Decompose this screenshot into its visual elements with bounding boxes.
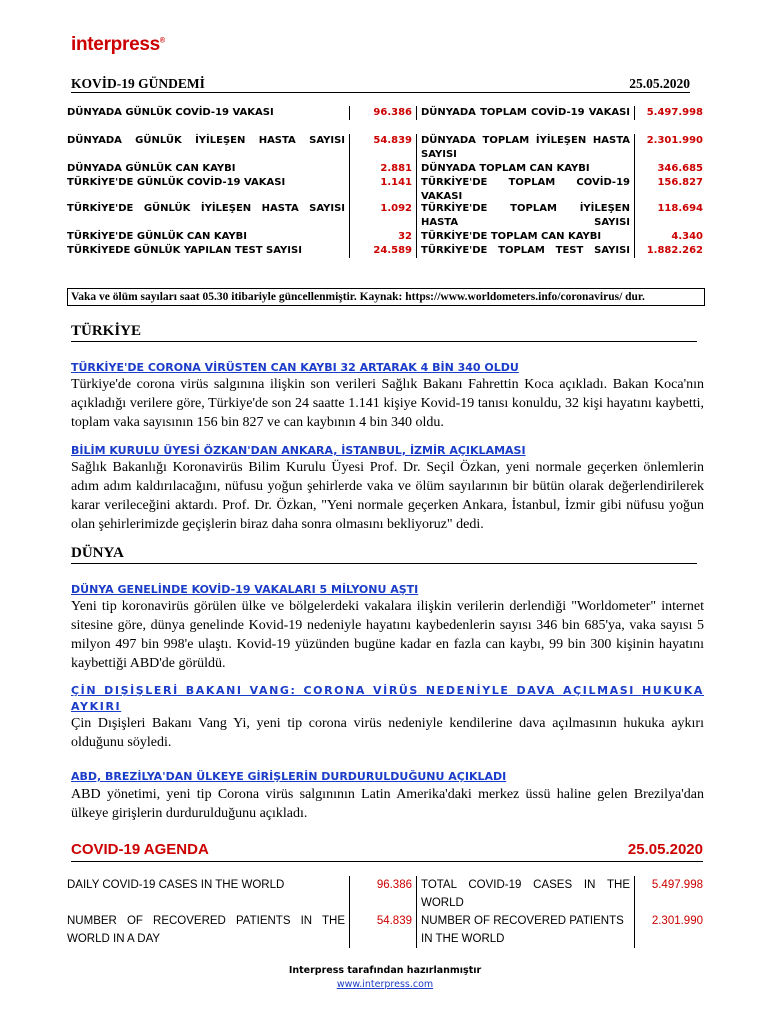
stat-value: 2.301.990 [634, 134, 707, 162]
stat-value: 118.694 [634, 202, 707, 230]
interpress-logo: interpress® [71, 34, 165, 55]
stat-label: NUMBER OF RECOVERED PATIENTS IN THE WORLD [416, 912, 634, 948]
stat-value: 54.839 [349, 134, 416, 162]
english-agenda-header [71, 841, 703, 862]
stat-value: 156.827 [634, 176, 707, 204]
english-agenda-title: COVID-19 AGENDA [71, 841, 209, 858]
stat-label: DÜNYADA GÜNLÜK İYİLEŞEN HASTA SAYISI [67, 135, 345, 146]
stat-label: DÜNYADA GÜNLÜK CAN KAYBI [67, 163, 236, 174]
stat-value: 1.141 [349, 176, 416, 204]
stats-table-en [63, 876, 707, 948]
stat-value: 1.092 [349, 202, 416, 230]
stat-value: 2.301.990 [634, 912, 707, 948]
stat-value: 5.497.998 [634, 876, 707, 912]
article-link[interactable]: ÇİN DIŞİŞLERİ BAKANI VANG: CORONA VİRÜS NEDENİYLE DAVA AÇILMASI HUKUKA AYKIRI [71, 684, 704, 713]
stat-value: 4.340 [634, 230, 707, 244]
stat-label: TÜRKİYE'DE GÜNLÜK İYİLEŞEN HASTA SAYISI [67, 203, 345, 214]
stat-label: TÜRKİYE'DE TOPLAM TEST SAYISI [416, 244, 634, 258]
page-footer [0, 965, 770, 990]
article-link[interactable]: DÜNYA GENELİNDE KOVİD-19 VAKALARI 5 MİLYONU AŞTI [71, 583, 419, 596]
article-body: Yeni tip koronavirüs görülen ülke ve bölgelerdeki vakalara ilişkin verilerin derlendiği "Worldometer" internet sitesine göre, dünya genelinde Kovid-19 nedeniyle hayatını kaybedenlerin sayısı 346 bin 685'ya, vaka sayısı 5 milyon 497 bin 998'e ulaştı. Kovid-19 yüzünden bugüne kadar en fazla can kaybı, 99 bin 300 kişinin hayatını kaybettiği ABD'de görüldü. [71, 599, 704, 671]
article-link[interactable]: ABD, BREZİLYA'DAN ÜLKEYE GİRİŞLERİN DURDURULDUĞUNU AÇIKLADI [71, 770, 507, 783]
stat-value: 24.589 [349, 244, 416, 258]
article-link[interactable]: BİLİM KURULU ÜYESİ ÖZKAN'DAN ANKARA, İSTANBUL, İZMİR AÇIKLAMASI [71, 444, 526, 457]
stat-label: DÜNYADA TOPLAM CAN KAYBI [416, 162, 634, 176]
article-link[interactable]: TÜRKİYE'DE CORONA VİRÜSTEN CAN KAYBI 32 ARTARAK 4 BİN 340 OLDU [71, 361, 519, 374]
stats-row [63, 106, 707, 120]
article-body: Sağlık Bakanlığı Koronavirüs Bilim Kurulu Üyesi Prof. Dr. Seçil Özkan, yeni normale geçerken önlemlerin adım adım kaldırılacağını, nüfusu yoğun şehirlerde vaka ve ölüm sayılarının bir bütün olarak değerlendirilerek karar verileceğini aktardı. Prof. Dr. Özkan, "Yeni normale geçerken Ankara, İstanbul, İzmir gibi nüfusu yoğun olan şehirlerimizde geçişlerin biraz daha sonra olmasını bekliyoruz" dedi. [71, 460, 704, 532]
stat-label: DÜNYADA GÜNLÜK COVİD-19 VAKASI [67, 107, 274, 118]
stat-label: TÜRKİYEDE GÜNLÜK YAPILAN TEST SAYISI [67, 245, 302, 256]
stat-label: DÜNYADA TOPLAM İYİLEŞEN HASTA SAYISI [416, 134, 634, 162]
stat-value: 96.386 [349, 106, 416, 120]
stat-label: NUMBER OF RECOVERED PATIENTS IN THE WORLD IN A DAY [67, 915, 345, 945]
stat-label: TOTAL COVID-19 CASES IN THE WORLD [416, 876, 634, 912]
stat-label: TÜRKİYE'DE TOPLAM İYİLEŞEN HASTA SAYISI [416, 202, 634, 230]
stat-value: 54.839 [349, 912, 416, 948]
agenda-header [71, 76, 690, 93]
source-notice: Vaka ve ölüm sayıları saat 05.30 itibariyle güncellenmiştir. Kaynak: https://www.worldometers.info/coronavirus/ dur. [67, 288, 705, 306]
agenda-date: 25.05.2020 [629, 76, 690, 91]
stats-row [63, 244, 707, 258]
stats-row [63, 134, 707, 162]
stat-value: 32 [349, 230, 416, 244]
section-heading-world: DÜNYA [71, 545, 697, 564]
stat-label: TÜRKİYE'DE TOPLAM CAN KAYBI [416, 230, 634, 244]
stat-value: 5.497.998 [634, 106, 707, 120]
footer-link[interactable]: www.interpress.com [336, 979, 434, 990]
stat-value: 346.685 [634, 162, 707, 176]
stat-value: 1.882.262 [634, 244, 707, 258]
stat-label: DAILY COVID-19 CASES IN THE WORLD [67, 879, 285, 891]
article-body: Çin Dışişleri Bakanı Vang Yi, yeni tip corona virüs nedeniyle kendilerine dava açılmasının hukuka aykırı olduğunu söyledi. [71, 716, 704, 750]
stat-value: 2.881 [349, 162, 416, 176]
english-agenda-date: 25.05.2020 [627, 841, 703, 858]
article-body: Türkiye'de corona virüs salgınına ilişkin son verileri Sağlık Bakanı Fahrettin Koca açıkladı. Bakan Koca'nın açıkladığı verilere göre, Türkiye'de son 24 saatte 1.141 kişiye Kovid-19 tanısı konuldu, 32 kişi hayatını kaybetti, toplam vaka sayısının 156 bin 827 ve can kaybının 4 bin 340 oldu. [71, 377, 704, 430]
stat-label: DÜNYADA TOPLAM COVİD-19 VAKASI [416, 106, 634, 120]
agenda-title: KOVİD-19 GÜNDEMİ [71, 76, 205, 91]
stats-row [63, 162, 707, 176]
section-heading-turkey: TÜRKİYE [71, 323, 697, 342]
footer-text: Interpress tarafından hazırlanmıştır [288, 965, 482, 976]
stats-row [63, 176, 707, 204]
stats-table-tr [63, 106, 707, 258]
stats-row [63, 202, 707, 230]
stat-label: TÜRKİYE'DE GÜNLÜK COVİD-19 VAKASI [67, 177, 286, 188]
stats-row [63, 912, 707, 948]
stats-row [63, 876, 707, 912]
stat-label: TÜRKİYE'DE TOPLAM COVİD-19 VAKASI [416, 176, 634, 204]
stat-label: TÜRKİYE'DE GÜNLÜK CAN KAYBI [67, 231, 247, 242]
article-body: ABD yönetimi, yeni tip Corona virüs salgınının Latin Amerika'daki merkez üssü haline gelen Brezilya'dan ülkeye girişlerin durdurulduğunu açıkladı. [71, 787, 704, 821]
stats-row [63, 230, 707, 244]
stat-value: 96.386 [349, 876, 416, 912]
